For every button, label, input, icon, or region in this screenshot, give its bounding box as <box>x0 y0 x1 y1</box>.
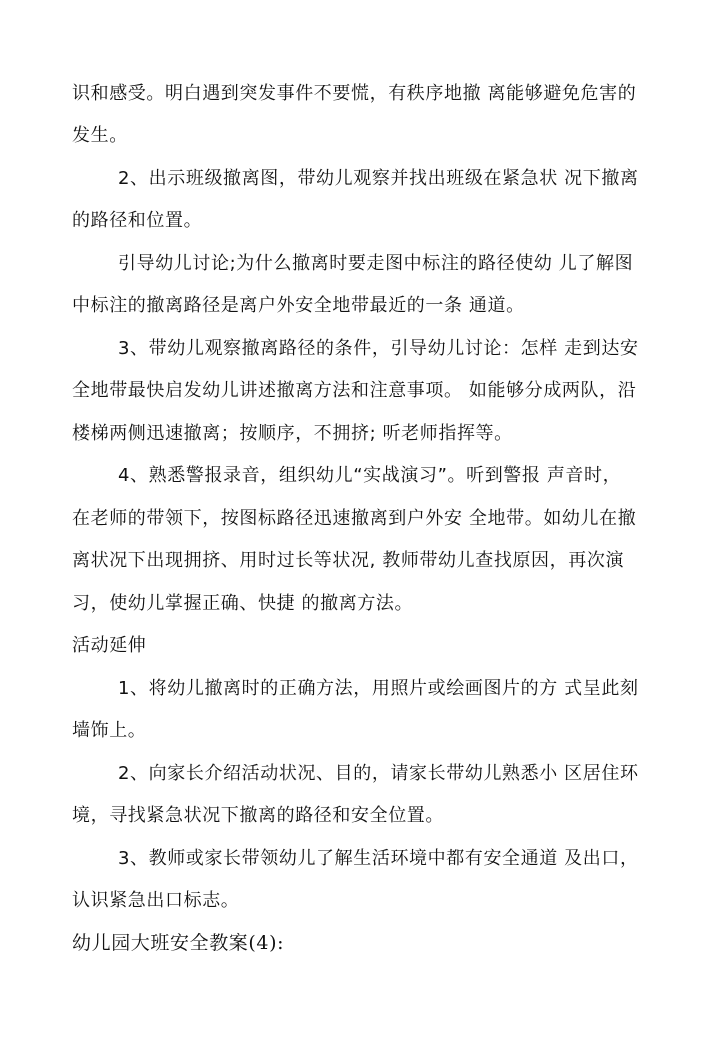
paragraph-line: 在老师的带领下，按图标路径迅速撤离到户外安 全地带。如幼儿在撤 <box>72 508 637 529</box>
section-heading: 活动延伸 <box>72 635 147 656</box>
paragraph-line: 墙饰上。 <box>72 720 147 741</box>
list-item-2: 2、出示班级撤离图，带幼儿观察并找出班级在紧急状 况下撤离 <box>118 168 639 189</box>
paragraph-line: 引导幼儿讨论;为什么撤离时要走图中标注的路径使幼 儿了解图 <box>118 253 634 274</box>
list-item-1: 1、将幼儿撤离时的正确方法，用照片或绘画图片的方 式呈此刻 <box>118 678 639 699</box>
paragraph-line: 发生。 <box>72 125 128 146</box>
paragraph-line: 的路径和位置。 <box>72 210 203 231</box>
paragraph-line: 习，使幼儿掌握正确、快捷 的撤离方法。 <box>72 593 414 614</box>
list-item-4: 4、熟悉警报录音，组织幼儿“实战演习”。听到警报 声音时， <box>118 465 622 486</box>
paragraph-line: 离状况下出现拥挤、用时过长等状况, 教师带幼儿查找原因，再次演 <box>72 550 625 571</box>
paragraph-line: 中标注的撤离路径是离户外安全地带最近的一条 通道。 <box>72 295 525 316</box>
list-item-3: 3、教师或家长带领幼儿了解生活环境中都有安全通道 及出口， <box>118 848 639 869</box>
document-title: 幼儿园大班安全教案(4): <box>72 932 285 954</box>
paragraph-line: 楼梯两侧迅速撤离；按顺序，不拥挤; 听老师指挥等。 <box>72 423 513 444</box>
paragraph-line: 认识紧急出口标志。 <box>72 890 240 911</box>
list-item-3: 3、带幼儿观察撤离路径的条件，引导幼儿讨论：怎样 走到达安 <box>118 338 639 359</box>
paragraph-line: 全地带最快启发幼儿讲述撤离方法和注意事项。 如能够分成两队，沿 <box>72 380 637 401</box>
paragraph-line: 识和感受。明白遇到突发事件不要慌，有秩序地撤 离能够避免危害的 <box>72 83 637 104</box>
paragraph-line: 境，寻找紧急状况下撤离的路径和安全位置。 <box>72 805 444 826</box>
list-item-2: 2、向家长介绍活动状况、目的，请家长带幼儿熟悉小 区居住环 <box>118 763 639 784</box>
